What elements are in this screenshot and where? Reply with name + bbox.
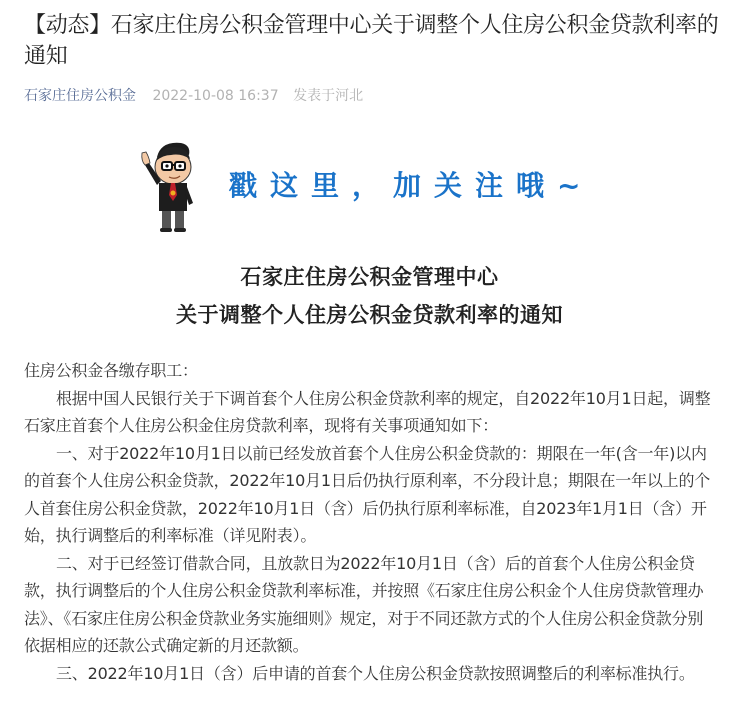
article-title: 【动态】石家庄住房公积金管理中心关于调整个人住房公积金贷款利率的通知 bbox=[24, 13, 719, 69]
notice-heading-line1: 石家庄住房公积金管理中心 bbox=[240, 265, 499, 289]
notice-paragraph-3: 三、2022年10月1日（含）后申请的首套个人住房公积金贷款按照调整后的利率标准执行。 bbox=[56, 663, 695, 683]
notice-paragraph-1: 一、对于2022年10月1日以前已经发放首套个人住房公积金贷款的：期限在一年(含一年)以内的首套个人住房公积金贷款，2022年10月1日后仍执行原利率，不分段计息；期限在一年以上的个人首套住房公积金贷款，2022年10月1日（含）后仍执行原利率标准，自2023年1月1日（含）开始，执行调整后的利率标准（详见附表）。 bbox=[24, 443, 711, 545]
follow-banner-text: 戳这里，加关注哦~ bbox=[229, 169, 594, 202]
notice-paragraph-intro: 根据中国人民银行关于下调首套个人住房公积金贷款利率的规定，自2022年10月1日起，调整石家庄首套个人住房公积金住房贷款利率，现将有关事项通知如下： bbox=[24, 388, 711, 435]
cartoon-mascot-icon bbox=[135, 135, 205, 235]
follow-banner[interactable] bbox=[135, 135, 605, 235]
publish-date: 2022-10-08 16:37 bbox=[152, 88, 279, 104]
notice-heading-line2: 关于调整个人住房公积金贷款利率的通知 bbox=[176, 303, 563, 327]
publish-location: 发表于河北 bbox=[293, 88, 364, 104]
notice-paragraph-2: 二、对于已经签订借款合同，且放款日为2022年10月1日（含）后的首套个人住房公积金贷款，执行调整后的个人住房公积金贷款利率标准，并按照《石家庄住房公积金个人住房贷款管理办法》、《石家庄住房公积金贷款业务实施细则》规定，对于不同还款方式的个人住房公积金贷款分别依据相应的还款公式确定新的月还款额。 bbox=[24, 553, 704, 655]
article-meta bbox=[24, 86, 363, 106]
notice-salutation: 住房公积金各缴存职工： bbox=[24, 361, 198, 380]
notice-body bbox=[24, 357, 714, 687]
author-link[interactable]: 石家庄住房公积金 bbox=[24, 88, 136, 104]
